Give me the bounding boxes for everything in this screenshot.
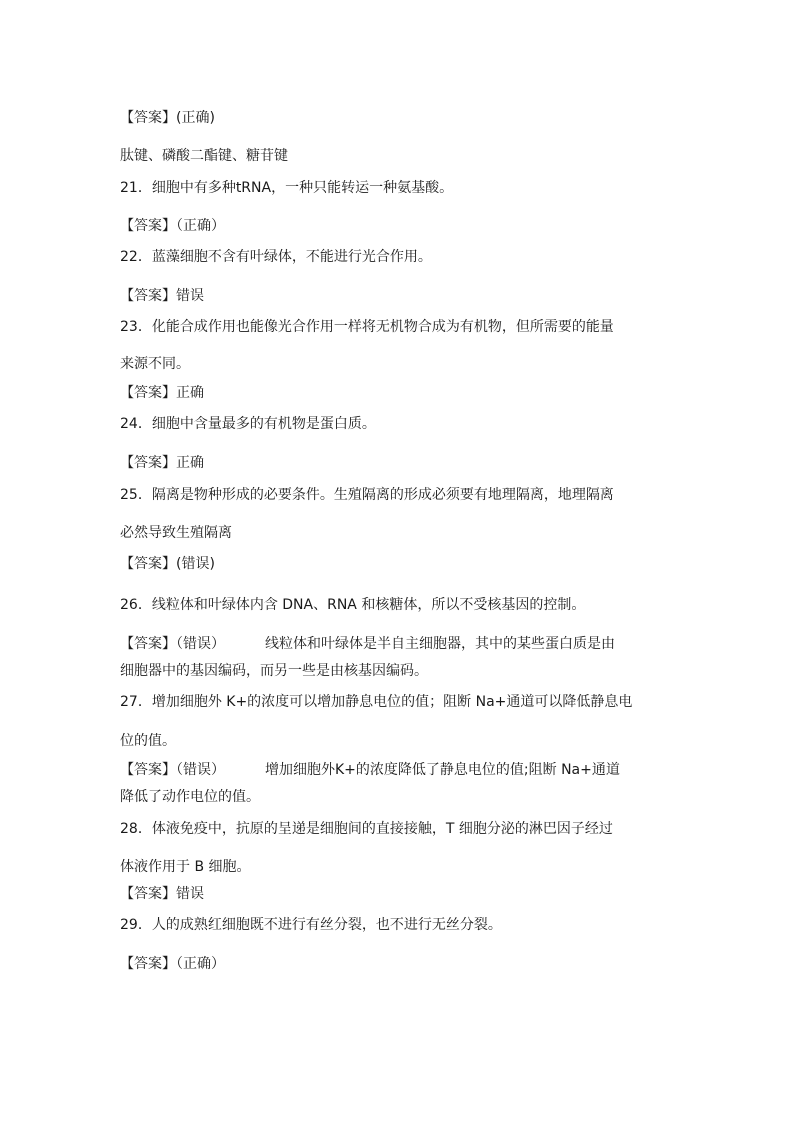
question-26: 26．线粒体和叶绿体内含 DNA、RNA 和核糖体，所以不受核基因的控制。 — [120, 597, 586, 613]
answer-line: 【答案】正确 — [120, 455, 204, 471]
question-24: 24．细胞中含量最多的有机物是蛋白质。 — [120, 416, 376, 432]
answer-line: 【答案】错误 — [120, 288, 204, 304]
answer-explanation — [120, 634, 680, 654]
answer-line: 【答案】正确 — [120, 385, 204, 401]
explanation-text: 线粒体和叶绿体是半自主细胞器，其中的某些蛋白质是由 — [265, 636, 615, 652]
explanation-text: 增加细胞外K+的浓度降低了静息电位的值;阻断 Na+通道 — [265, 762, 620, 778]
question-25-cont: 必然导致生殖隔离 — [120, 525, 232, 541]
question-23: 23．化能合成作用也能像光合作用一样将无机物合成为有机物，但所需要的能量 — [120, 319, 614, 335]
answer-line: 【答案】错误 — [120, 886, 204, 902]
question-25: 25．隔离是物种形成的必要条件。生殖隔离的形成必须要有地理隔离，地理隔离 — [120, 487, 614, 503]
question-22: 22．蓝藻细胞不含有叶绿体，不能进行光合作用。 — [120, 249, 432, 265]
answer-line: 【答案】（正确） — [120, 956, 225, 972]
answer-line: 【答案】(错误) — [120, 556, 215, 572]
question-28-cont: 体液作用于 B 细胞。 — [120, 859, 251, 875]
question-21: 21．细胞中有多种tRNA，一种只能转运一种氨基酸。 — [120, 180, 454, 196]
question-28: 28．体液免疫中，抗原的呈递是细胞间的直接接触，T 细胞分泌的淋巴因子经过 — [120, 821, 613, 837]
question-27: 27．增加细胞外 K+的浓度可以增加静息电位的值；阻断 Na+通道可以降低静息电 — [120, 694, 633, 710]
answer-explanation — [120, 760, 680, 780]
explanation-cont: 细胞器中的基因编码，而另一些是由核基因编码。 — [120, 663, 428, 679]
question-29: 29．人的成熟红细胞既不进行有丝分裂，也不进行无丝分裂。 — [120, 917, 502, 933]
question-23-cont: 来源不同。 — [120, 356, 190, 372]
text-line: 肽键、磷酸二酯键、糖苷键 — [120, 148, 288, 164]
answer-line: 【答案】（正确） — [120, 218, 225, 234]
answer-label: 【答案】（错误） — [120, 762, 225, 778]
explanation-cont: 降低了动作电位的值。 — [120, 789, 260, 805]
question-27-cont: 位的值。 — [120, 733, 176, 749]
answer-label: 【答案】（错误） — [120, 636, 225, 652]
answer-line: 【答案】(正确) — [120, 110, 215, 126]
